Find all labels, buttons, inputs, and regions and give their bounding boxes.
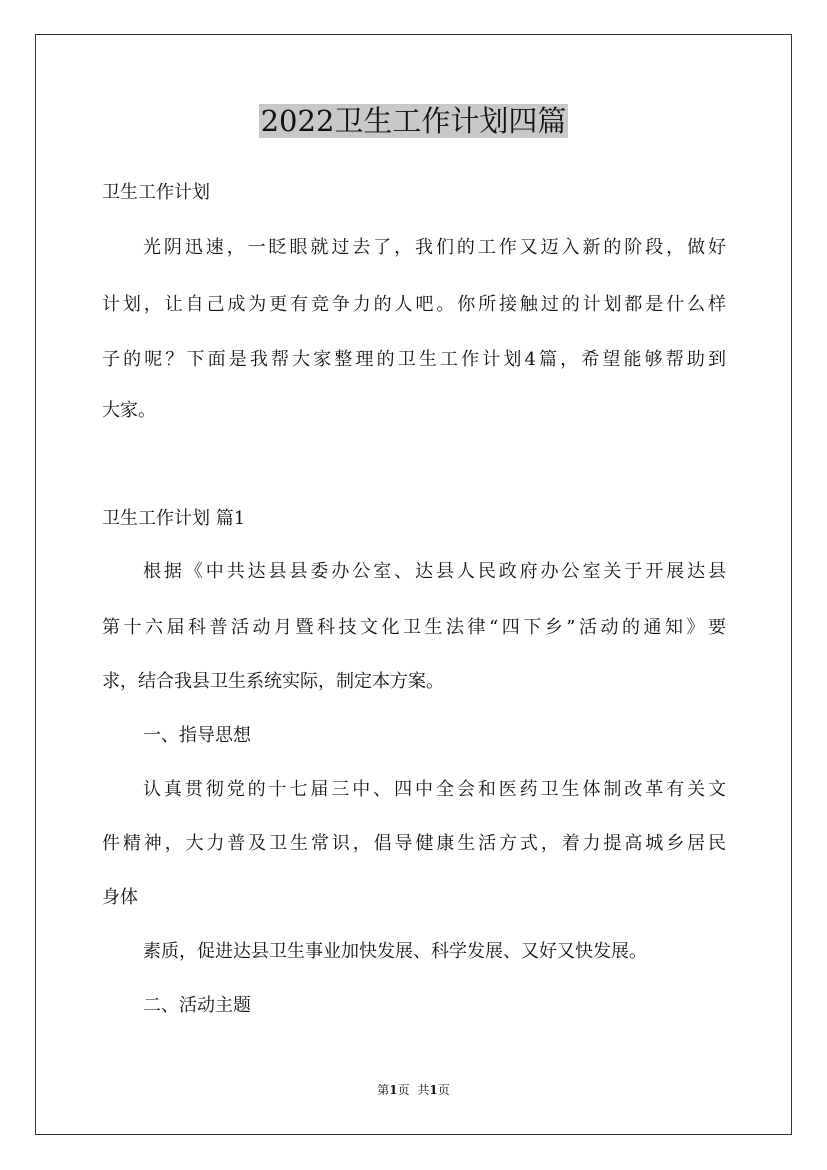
footer-prefix: 第 [377, 1083, 390, 1097]
footer-total-pages: 1 [429, 1083, 438, 1097]
document-title [0, 100, 827, 142]
document-title-text: 2022卫生工作计划四篇 [260, 104, 567, 138]
footer-total-suffix: 页 [437, 1083, 450, 1097]
intro-line: 大家。 [102, 400, 156, 421]
footer-page-suffix: 页 [397, 1083, 410, 1097]
guiding-line: 身体 [102, 887, 138, 908]
footer-page-number: 1 [389, 1083, 398, 1097]
intro-line: 光阴迅速，一眨眼就过去了，我们的工作又迈入新的阶段，做好 [143, 237, 726, 258]
heading-guiding-ideology: 一、指导思想 [143, 725, 251, 746]
intro-heading: 卫生工作计划 [102, 182, 210, 203]
section1-line: 第十六届科普活动月暨科技文化卫生法律“四下乡”活动的通知》要 [102, 617, 726, 638]
section1-heading: 卫生工作计划 篇1 [102, 508, 246, 529]
intro-line: 子的呢？下面是我帮大家整理的卫生工作计划4篇，希望能够帮助到 [102, 349, 726, 370]
page-footer [0, 1081, 827, 1099]
section1-line: 求，结合我县卫生系统实际，制定本方案。 [102, 671, 444, 692]
intro-line: 计划，让自己成为更有竞争力的人吧。你所接触过的计划都是什么样 [102, 294, 726, 315]
guiding-line: 认真贯彻党的十七届三中、四中全会和医药卫生体制改革有关文 [143, 779, 726, 800]
guiding-line: 件精神，大力普及卫生常识，倡导健康生活方式，着力提高城乡居民 [102, 833, 726, 854]
guiding-line: 素质，促进达县卫生事业加快发展、科学发展、又好又快发展。 [143, 941, 647, 962]
section1-line: 根据《中共达县县委办公室、达县人民政府办公室关于开展达县 [143, 561, 726, 582]
footer-total-prefix: 共 [417, 1083, 430, 1097]
heading-activity-theme: 二、活动主题 [143, 995, 251, 1016]
